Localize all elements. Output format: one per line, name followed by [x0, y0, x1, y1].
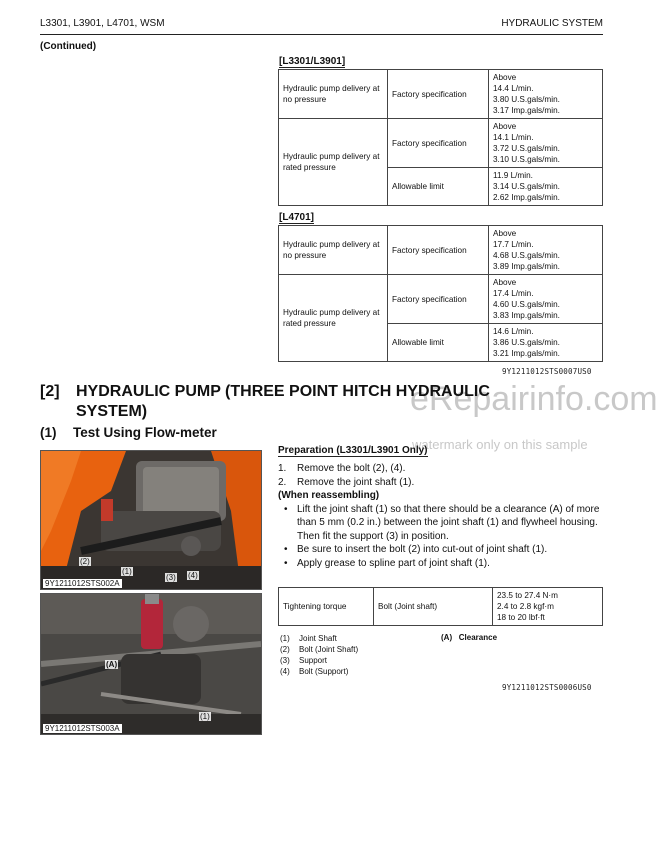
legend-clearance: (A) Clearance — [441, 633, 498, 642]
table-cell: Factory specification — [388, 275, 489, 324]
list-item: (3) Support — [280, 656, 328, 665]
photo-caption: 9Y1211012STS003A — [45, 724, 120, 733]
table-cell: Factory specification — [388, 226, 489, 275]
photo-caption: 9Y1211012STS002A — [45, 579, 120, 588]
legend — [280, 633, 358, 677]
list-item: (4) Bolt (Support) — [280, 667, 349, 676]
table-cell: Allowable limit — [388, 324, 489, 362]
table-cell: Tightening torque — [279, 588, 374, 626]
callout-4: (4) — [188, 571, 198, 580]
list-item: • Apply grease to spline part of joint shaft (1). — [284, 557, 490, 569]
table-cell: Above 17.4 L/min. 4.60 U.S.gals/min. 3.83 Imp.gals/min. — [489, 275, 603, 324]
callout-1: (1) — [122, 567, 132, 576]
table-row — [279, 119, 603, 168]
subsection-heading: (1) Test Using Flow-meter — [40, 425, 217, 440]
table-row — [279, 588, 603, 626]
photo-image — [41, 594, 261, 734]
callout-1: (1) — [200, 712, 210, 721]
preparation-title: Preparation (L3301/L3901 Only) — [278, 445, 428, 456]
list-item: 2. Remove the joint shaft (1). — [278, 476, 415, 488]
torque-table — [278, 587, 603, 626]
reference-code: 9Y1211012STS0006US0 — [502, 683, 592, 692]
section-heading: [2] HYDRAULIC PUMP (THREE POINT HITCH HYDRAULIC SYSTEM) — [40, 383, 490, 420]
reference-code: 9Y1211012STS0007US0 — [502, 367, 592, 376]
table-cell: Hydraulic pump delivery at rated pressure — [279, 275, 388, 362]
header-rule — [40, 34, 603, 35]
continued-label: (Continued) — [40, 41, 97, 52]
list-item: Then fit the support (3) in position. — [297, 530, 449, 542]
watermark-note: watermark only on this sample — [412, 437, 588, 452]
table-row — [279, 70, 603, 119]
table2-title: [L4701] — [279, 212, 315, 223]
list-item: • Lift the joint shaft (1) so that there should be a clearance (A) of more than 5 mm (0.2 in.) between the joint shaft (1) and flywheel housing. — [284, 503, 600, 528]
list-item: 1. Remove the bolt (2), (4). — [278, 463, 406, 474]
header-models: L3301, L3901, L4701, WSM — [40, 18, 165, 29]
photo-joint-shaft — [40, 450, 262, 590]
photo-clearance — [40, 593, 262, 735]
header-section: HYDRAULIC SYSTEM — [501, 18, 603, 29]
table-cell: 11.9 L/min. 3.14 U.S.gals/min. 2.62 Imp.gals/min. — [489, 168, 603, 206]
table-cell: Factory specification — [388, 70, 489, 119]
photo-image — [41, 451, 261, 589]
preparation-steps — [278, 462, 608, 570]
table-cell: 23.5 to 27.4 N·m 2.4 to 2.8 kgf·m 18 to 20 lbf·ft — [493, 588, 603, 626]
table-cell: Allowable limit — [388, 168, 489, 206]
table-cell: Factory specification — [388, 119, 489, 168]
table1 — [278, 69, 603, 206]
table2 — [278, 225, 603, 362]
table1-title: [L3301/L3901] — [279, 56, 346, 67]
table-cell: Above 17.7 L/min. 4.68 U.S.gals/min. 3.89 Imp.gals/min. — [489, 226, 603, 275]
list-item: (1) Joint Shaft — [280, 634, 337, 643]
table-cell: Hydraulic pump delivery at rated pressure — [279, 119, 388, 206]
callout-3: (3) — [166, 573, 176, 582]
table-cell: Above 14.1 L/min. 3.72 U.S.gals/min. 3.10 U.S.gals/min. — [489, 119, 603, 168]
table-row — [279, 226, 603, 275]
list-item: (2) Bolt (Joint Shaft) — [280, 645, 359, 654]
callout-2: (2) — [80, 557, 90, 566]
callout-a: (A) — [106, 660, 118, 669]
table-row — [279, 275, 603, 324]
table-cell: Hydraulic pump delivery at no pressure — [279, 70, 388, 119]
table-cell: Above 14.4 L/min. 3.80 U.S.gals/min. 3.17 Imp.gals/min. — [489, 70, 603, 119]
table-cell: Hydraulic pump delivery at no pressure — [279, 226, 388, 275]
table-cell: Bolt (Joint shaft) — [374, 588, 493, 626]
list-item: • Be sure to insert the bolt (2) into cut-out of joint shaft (1). — [284, 544, 548, 555]
reassembly-title: (When reassembling) — [278, 490, 380, 501]
watermark-site: eRepairinfo.com — [410, 380, 658, 418]
table-cell: 14.6 L/min. 3.86 U.S.gals/min. 3.21 Imp.gals/min. — [489, 324, 603, 362]
